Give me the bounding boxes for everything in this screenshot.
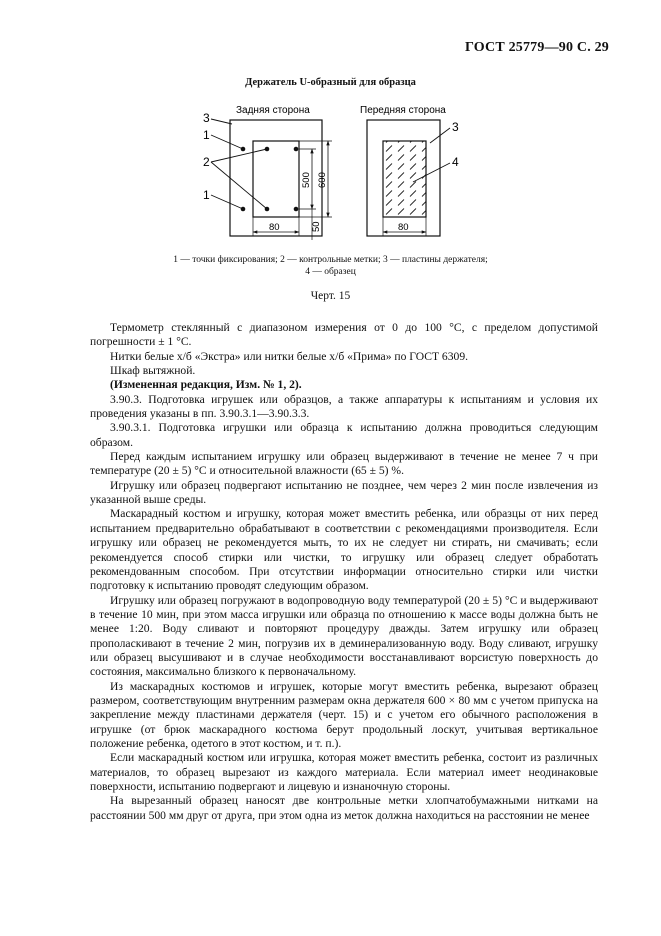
paragraph: Шкаф вытяжной. [110,364,196,378]
paragraph: 3.90.3.1. Подготовка игрушки или образца к испытанию должна проводиться следующим образом. [90,421,598,449]
callout-1-bottom: 1 [203,188,210,202]
back-side-label: Задняя сторона [236,105,310,116]
paragraph: Маскарадный костюм и игрушку, которая может вместить ребенка, или образцы от них перед испытанием предварительно обрабатывают в соответствии с рекомендациями производителя. Если игрушку или образец не рекомендуется мыть, то их не следует ни стирать, ни смачивать; если рекомендуется способ стирки или чистки, то игрушку или образец следует обработать рекомендованным способом. При отсутствии информации относительно стирки или чистки подготовку к испытанию проводят следующим образом. [90,507,598,593]
dim-width-front: 80 [398,222,409,233]
paragraph: Перед каждым испытанием игрушку или образец выдерживают в течение не менее 7 ч при температуре (20 ± 5) °С и относительной влажности (65 ± 5) %. [90,450,598,478]
paragraph: Из маскарадных костюмов и игрушек, которые могут вместить ребенка, вырезают образец размером, соответствующим внутренним размерам окна держателя 600 × 80 мм с учетом припуска на закрепление между пластинами держателя (черт. 15) и с учетом его обычного расположения в игрушке (от брюк маскарадного костюма берут продольный лоскут, учитывая вертикальное положение ребенка, одетого в этот костюм, и т. п.). [90,679,598,750]
callout-3-front: 3 [452,120,459,134]
control-mark [294,147,299,152]
paragraph: 3.90.3. Подготовка игрушек или образцов, а также аппаратуры к испытаниям и условия их проведения указаны в пп. 3.90.3.1—3.90.3.3. [90,392,598,421]
caption-line-1: 1 — точки фиксирования; 2 — контрольные метки; 3 — пластины держателя; [173,255,488,265]
dim-600: 600 [317,172,328,188]
figure-number: Черт. 15 [310,290,351,302]
paragraph: Термометр стеклянный с диапазоном измерения от 0 до 100 °С, с пределом допустимой погрешности ± 1 °С. [90,321,598,349]
figure-title: Держатель U-образный для образца [245,77,416,88]
dim-width-back: 80 [269,222,280,233]
callout-2: 2 [203,155,210,169]
paragraph: На вырезанный образец наносят две контрольные метки хлопчатобумажными нитками на расстоянии 500 мм друг от друга, при этом одна из меток должна находиться на расстоянии не менее [90,794,598,822]
callout-3-back: 3 [203,111,210,125]
paragraph: Нитки белые х/б «Экстра» или нитки белые х/б «Прима» по ГОСТ 6309. [110,349,469,363]
dim-50: 50 [311,221,322,232]
figure-caption [0,254,661,278]
paragraph: Если маскарадный костюм или игрушка, которая может вместить ребенка, состоит из различных материалов, то образец вырезают из каждого материала. Если материал имеет неодинаковые поверхности, испытанию подвергают и лицевую и изнаночную стороны. [90,751,598,793]
page-header: ГОСТ 25779—90 С. 29 [465,40,609,55]
body-text [90,321,598,823]
back-window [253,141,299,217]
amendment-note: (Измененная редакция, Изм. № 1, 2). [110,378,302,392]
caption-line-2: 4 — образец [305,267,356,277]
front-side-label: Передняя сторона [360,105,446,116]
holder-diagram [0,92,661,242]
paragraph: Игрушку или образец погружают в водопроводную воду температурой (20 ± 5) °С и выдерживают в течение 10 мин, при этом масса игрушки или образца по отношению к массе воды должна быть не менее 1:20. Воду сливают и повторяют процедуру дважды. Затем игрушку или образец прополаскивают в течение 2 мин, погрузив их в деминерализованную воду. Воду сливают, игрушку или образец высушивают и в случае необходимости восстанавливают ворсистую поверхность до состояния, максимально близкого к первоначальному. [90,593,598,679]
callout-4: 4 [452,155,459,169]
callout-1-top: 1 [203,128,210,142]
paragraph: Игрушку или образец подвергают испытанию не позднее, чем через 2 мин после извлечения из указанной выше среды. [90,478,598,507]
control-mark [294,207,299,212]
dim-500: 500 [301,172,312,188]
